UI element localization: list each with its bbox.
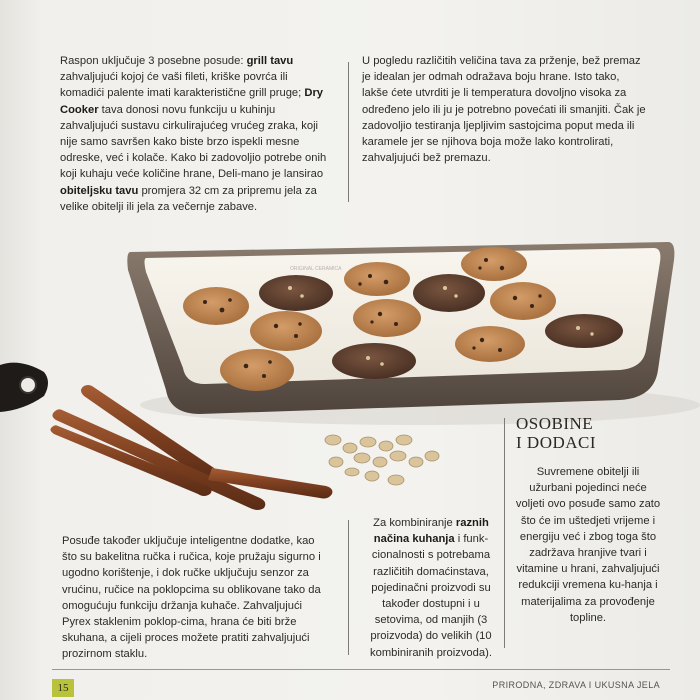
running-footer: PRIRODNA, ZDRAVA I UKUSNA JELA [492,680,660,690]
text-run: Suvremene obitelji ili užurbani pojedinci neće voljeti ovo posuđe samo zato što će im uštedjeti vrijeme i energiju već i zbog toga što zadržava hranjive tvari i vitamine u hrani, zahvaljujući redukciji vremena ku-hanja i materijalima za provođenje topline. [515,466,661,624]
tray-brand-mark: ORIGINAL CERAMICA [290,266,342,272]
page-number: 15 [52,679,74,697]
bold-run-dry-cooker: Dry Cooker [60,87,324,116]
text-run: promjera 32 cm za pripremu jela za velike obitelji ili jela za večernje zabave. [60,184,317,213]
column-divider [504,418,505,648]
cookie [220,349,294,391]
heading-line: I DODACI [516,433,597,452]
text-run: U pogledu različitih veličina tava za prženje, bež premaz je idealan jer odmah odražava boju hrane. Isto tako, lakše ćete utvrditi je li temperatura dovoljno visoka za određeno jelo ili ju je potrebno povećati ili smanjiti. Čak je zadovoljio testiranja ljepljivim sastojcima poput meda ili karamele jer se njihova boja može lako kontrolirati, zahvaljujući bež premazu. [362,55,646,165]
text-run: Posuđe također uključuje inteligentne dodatke, kao što su bakelitna ručka i ručica, koje pružaju sigurno i ugodno korištenje, i dok ručke uključuju senzor za vrućinu, ručice na poklopcima su oblikovane tako da omogućuju funkciju držanja kuhače. Zahvaljujući Pyrex staklenim poklop-cima, hrana će biti brže skuhana, a cijeli proces možete pratiti zahvaljujući prozirnom staklu. [62,535,321,661]
pan-handle [0,363,48,412]
cookie [259,275,333,311]
cookie [332,343,416,379]
pistachios [325,435,439,485]
cookie [413,274,485,312]
column-divider [348,520,349,655]
heading-line: OSOBINE [516,414,594,433]
text-run: zahvaljujući kojoj će vaši fileti, kriške povrća ili komadići palente imati karakteristične grill pruge; [60,71,305,100]
text-column-features [514,464,662,626]
text-column-intro [60,53,334,215]
text-column-accessories [62,533,332,663]
text-column-coating [362,53,647,166]
bold-run-nacina-kuhanja: raznih načina kuhanja [373,517,489,546]
cookie [461,247,527,281]
bold-run-grill-tava: grill tavu [246,55,294,67]
text-run: Za kombiniranje [373,517,456,529]
text-run: i funk-cionalnosti s potrebama različitih domaćinstava, pojedinačni proizvodi su također dostupni i u setovima, od manjih (3 proizvoda) do velikih (10 kombiniranih proizvoda). [370,533,492,659]
cookie [545,314,623,348]
text-column-sets [362,515,500,661]
cookie [344,262,410,296]
section-heading [516,414,666,452]
footer-rule [52,669,670,670]
text-run: Raspon uključuje 3 posebne posude: [60,55,247,67]
cookie [250,311,322,351]
cookie [183,287,249,325]
cookie [353,299,421,337]
text-run: tava donosi novu funkciju u kuhinju zahvaljujući sustavu cirkulirajućeg vrućeg zraka, koji nije samo savršen kako biste brzo ispekli mesne odreske, već i kolače. Kako bi zadovoljio potrebe onih koji kuhaju veće količine hrane, Deli-mano je lansirao [60,103,327,181]
cookie [490,282,556,320]
column-divider [348,62,349,202]
bold-run-obiteljska-tava: obiteljsku tavu [60,184,139,197]
cookie [455,326,525,362]
